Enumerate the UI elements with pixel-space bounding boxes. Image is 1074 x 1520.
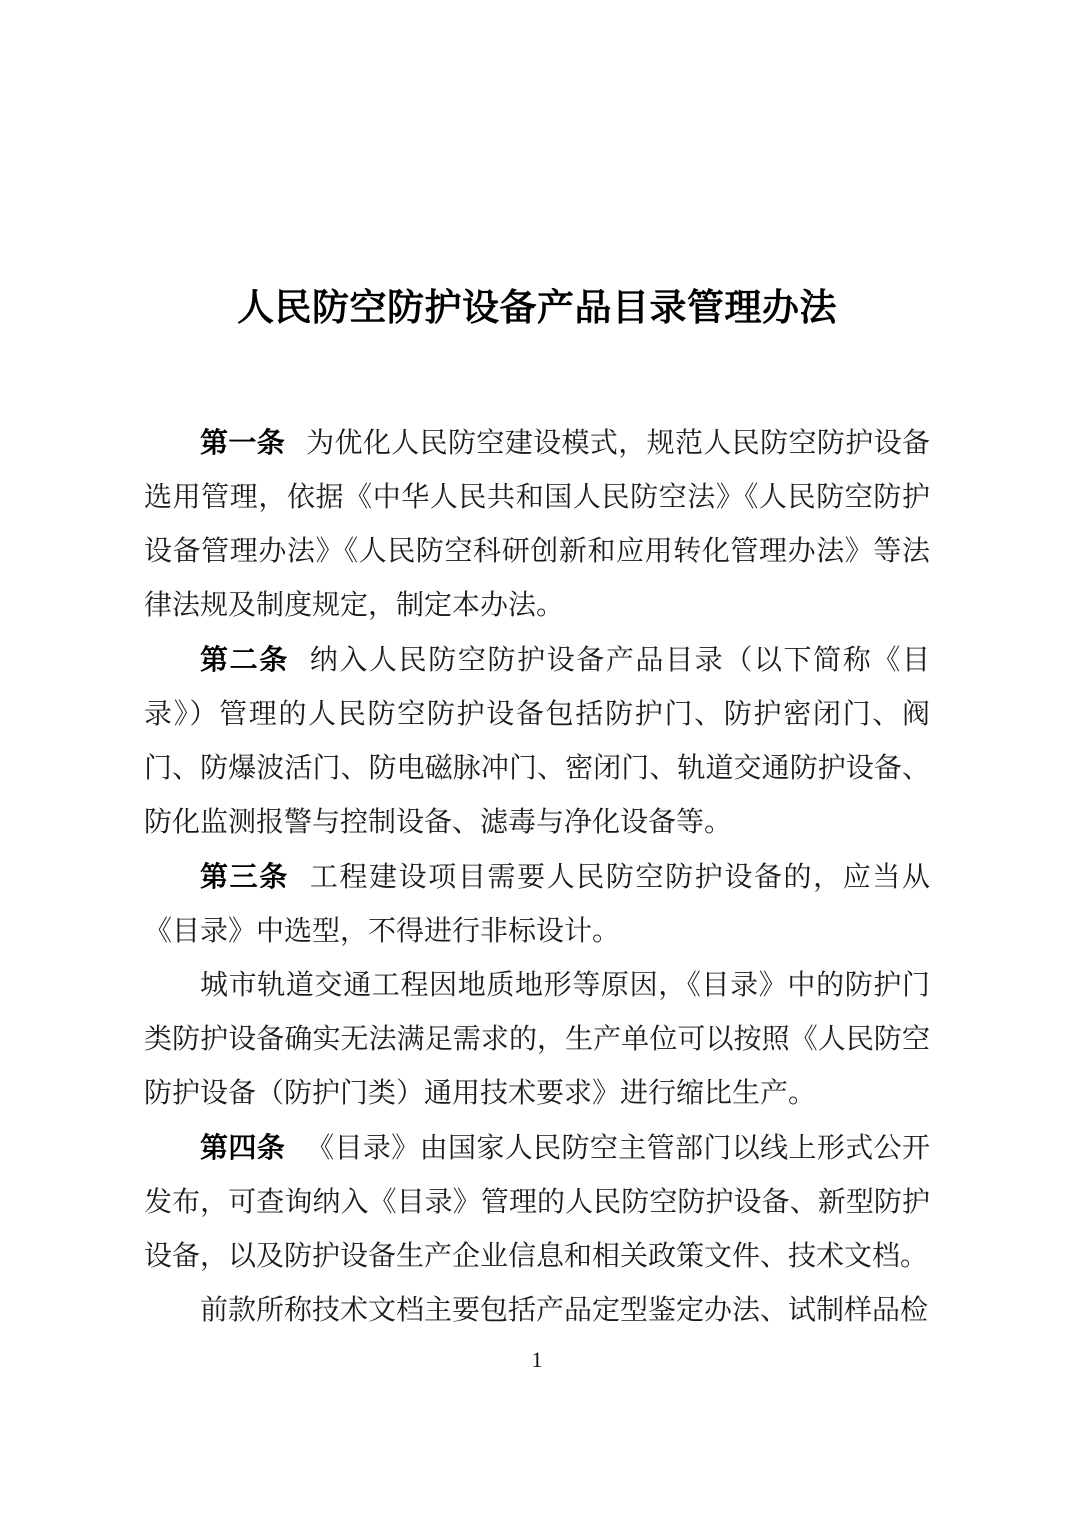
- article-4-continuation-paragraph: [144, 1284, 930, 1338]
- article-1-label: 第一条: [200, 427, 286, 458]
- article-3-continuation-paragraph: [144, 959, 930, 1121]
- article-1-text: 为优化人民防空建设模式，规范人民防空防护设备选用管理，依据《中华人民共和国人民防空法》《人民防空防护设备管理办法》《人民防空科研创新和应用转化管理办法》等法律法规及制度规定，制定本办法。: [144, 428, 930, 621]
- article-3-paragraph: [144, 850, 930, 959]
- article-1-paragraph: [144, 416, 930, 633]
- article-3-text: 工程建设项目需要人民防空防护设备的，应当从《目录》中选型，不得进行非标设计。: [144, 862, 930, 947]
- article-3-label: 第三条: [200, 861, 289, 892]
- article-2-text: 纳入人民防空防护设备产品目录（以下简称《目录》）管理的人民防空防护设备包括防护门、防护密闭门、阀门、防爆波活门、防电磁脉冲门、密闭门、轨道交通防护设备、防化监测报警与控制设备、滤毒与净化设备等。: [144, 645, 930, 838]
- article-4-label: 第四条: [200, 1132, 286, 1163]
- article-4-paragraph: [144, 1121, 930, 1284]
- document-body: [144, 416, 930, 1338]
- article-4-continuation-text: 前款所称技术文档主要包括产品定型鉴定办法、试制样品检: [200, 1295, 929, 1326]
- page-title: 人民防空防护设备产品目录管理办法: [237, 288, 837, 329]
- page-number: 1: [531, 1347, 543, 1372]
- article-2-label: 第二条: [200, 644, 289, 675]
- article-2-paragraph: [144, 633, 930, 850]
- article-3-continuation-text: 城市轨道交通工程因地质地形等原因，《目录》中的防护门类防护设备确实无法满足需求的，生产单位可以按照《人民防空防护设备（防护门类）通用技术要求》进行缩比生产。: [144, 970, 930, 1109]
- article-4-text: 《目录》由国家人民防空主管部门以线上形式公开发布，可查询纳入《目录》管理的人民防空防护设备、新型防护设备，以及防护设备生产企业信息和相关政策文件、技术文档。: [144, 1133, 930, 1272]
